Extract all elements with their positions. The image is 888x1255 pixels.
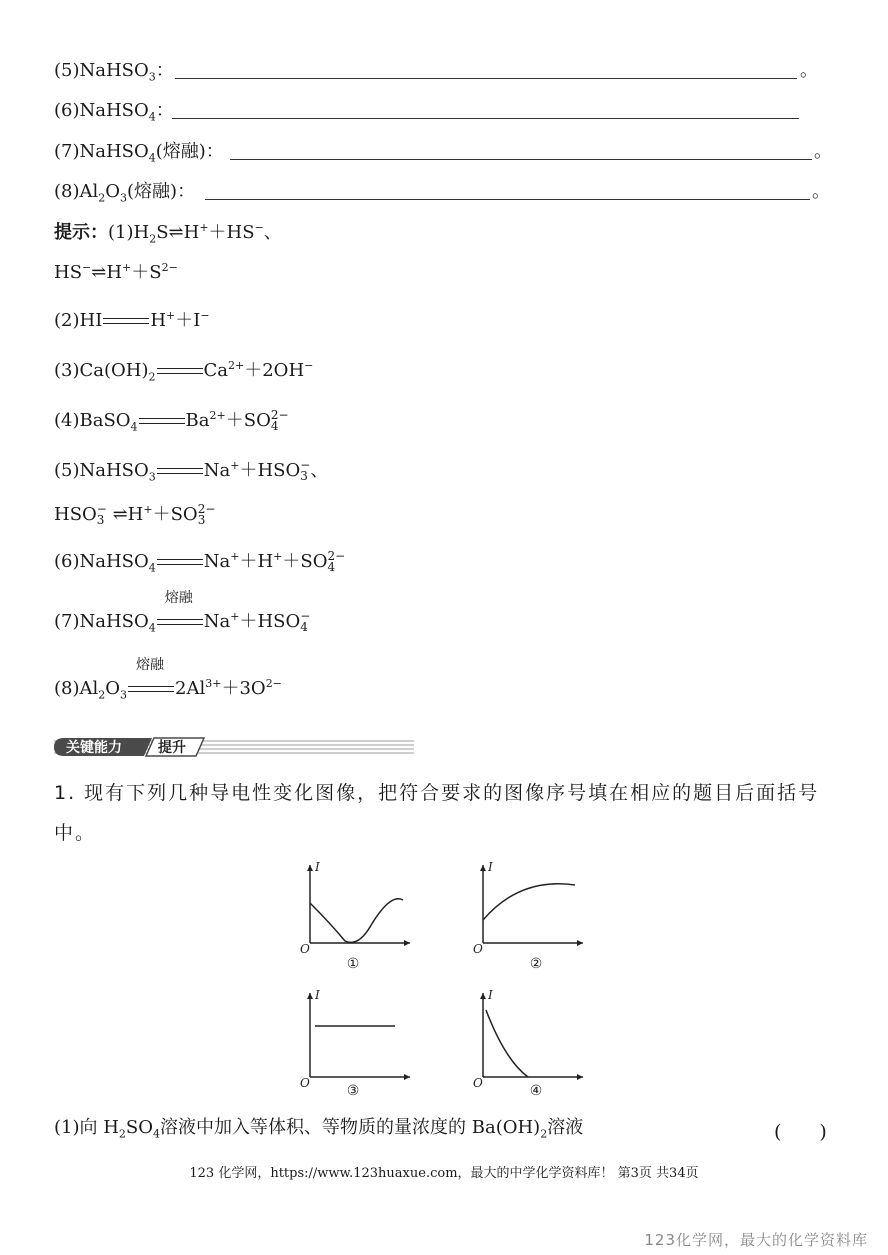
sub-question-1: (1)向 $H_2SO_4$溶液中加入等体积、等物质的量浓度的 $Ba(OH)_2$溶液 xyxy=(54,1117,584,1141)
answer-blank-5[interactable] xyxy=(175,78,797,79)
melt-arrow: 熔融 xyxy=(156,611,204,633)
graph3-origin: O xyxy=(300,1076,310,1090)
equals-arrow xyxy=(157,559,203,565)
graph2-origin: O xyxy=(473,942,483,956)
blank-item-7: (7)NaHSO$_4$(熔融)： xyxy=(54,141,224,165)
graph2-y-label: I xyxy=(488,860,493,874)
hint-line-8: (6)NaHSO$_4$ Na+＋H+＋SO 2− 4 xyxy=(54,549,346,575)
graph1-label: ① xyxy=(346,956,360,972)
answer-blank-6[interactable] xyxy=(172,118,799,119)
hint-line-5: (4)BaSO$_4$ $Ba^{2+}+SO$ 2− 4 xyxy=(54,408,289,434)
hint-line-9: (7)NaHSO$_4$ 熔融 Na+＋HSO − 4 xyxy=(54,590,311,635)
hint-line-6: (5)NaHSO$_3$ Na+＋HSO − 3 、 xyxy=(54,458,329,484)
graph2-label: ② xyxy=(529,956,543,972)
answer-blank-7[interactable] xyxy=(230,159,812,160)
question-line-2: 中。 xyxy=(54,822,97,844)
hint-line-2: $HS^-\rightleftharpoons H^++S^{2-}$ xyxy=(54,261,178,283)
period-5: 。 xyxy=(800,60,818,81)
hint-line-10: $(8)Al_2O_3$ 熔融 $2Al^{3+}+3O^{2-}$ xyxy=(54,657,282,702)
banner-right: 提升 xyxy=(158,740,186,756)
graph4-curve xyxy=(486,1010,528,1077)
page-footer: 123 化学网，https://www.123huaxue.com，最大的中学化学资料库！ 第3页 共34页 xyxy=(189,1166,699,1181)
answer-paren[interactable]: ( ) xyxy=(774,1121,827,1143)
graph2-curve xyxy=(483,884,575,920)
answer-blank-8[interactable] xyxy=(205,199,810,200)
graph1-origin: O xyxy=(300,942,310,956)
period-8: 。 xyxy=(812,181,830,202)
graph4-label: ④ xyxy=(529,1083,543,1099)
equals-arrow xyxy=(139,418,185,424)
equals-arrow xyxy=(103,318,149,324)
graph1-curve xyxy=(310,899,403,943)
question-line-1: 1. 现有下列几种导电性变化图像，把符合要求的图像序号填在相应的题目后面括号 xyxy=(54,782,820,804)
blank-item-5: (5)NaHSO$_3$： xyxy=(54,60,174,84)
graph4-y-label: I xyxy=(488,988,493,1002)
period-7: 。 xyxy=(814,141,832,162)
blank-item-8: $(8)Al_2O_3$(熔融)： xyxy=(54,181,196,205)
melt-arrow: 熔融 xyxy=(127,678,175,700)
banner-left: 关键能力 xyxy=(66,740,122,756)
watermark: 123化学网，最大的化学资料库 xyxy=(644,1231,868,1249)
blank-item-6: (6)NaHSO$_4$： xyxy=(54,100,174,124)
equals-arrow xyxy=(157,368,203,374)
hint-line-4: $(3)Ca(OH)_2$ $Ca^{2+}+2OH^-$ xyxy=(54,359,314,384)
hint-line-7: HSO − 3 ⇌H+＋SO 2− 3 xyxy=(54,502,216,527)
graph3-y-label: I xyxy=(315,988,320,1002)
graph3-label: ③ xyxy=(346,1083,360,1099)
section-banner xyxy=(54,736,414,758)
equals-arrow xyxy=(157,468,203,474)
graph4-origin: O xyxy=(473,1076,483,1090)
graph1-y-label: I xyxy=(315,860,320,874)
hint-line-1: 提示：$(1)H_2S\rightleftharpoons H^++HS^-$、 xyxy=(54,221,282,246)
conductivity-graphs xyxy=(290,855,600,1105)
hint-line-3: (2)HI H+＋I− xyxy=(54,309,210,331)
